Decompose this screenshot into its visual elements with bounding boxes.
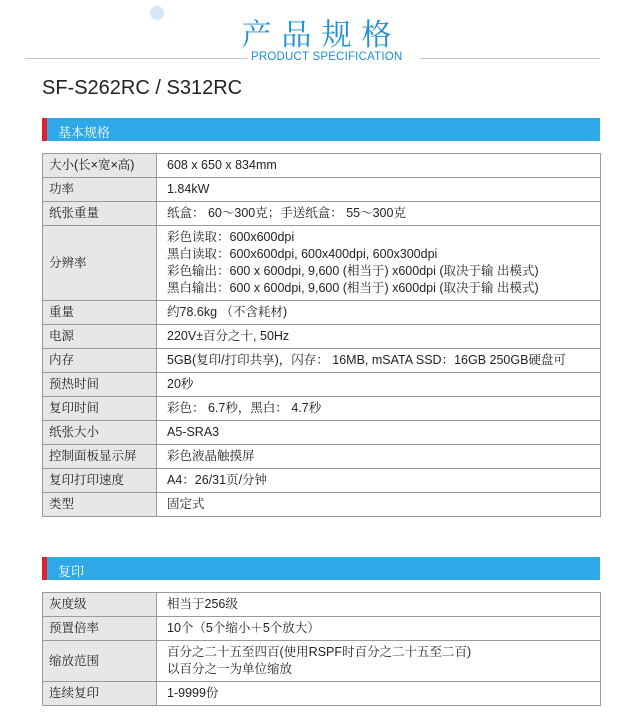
spec-row [43,445,601,469]
model-name: SF-S262RC / S312RC [42,77,243,99]
spec-row [43,373,601,397]
spec-value [157,301,601,325]
subtitle-divider-right [420,58,600,59]
spec-row [43,349,601,373]
spec-row [43,154,601,178]
spec-value-line: 彩色输出：600 x 600dpi, 9,600 (相当于) x600dpi (取决于输 出模式) [167,264,539,278]
subtitle-row [25,49,600,69]
page-subtitle: PRODUCT SPECIFICATION [251,51,403,63]
spec-value-line: 1-9999份 [167,686,219,700]
spec-value-line: 608 x 650 x 834mm [167,158,277,172]
spec-value-line: 相当于256级 [167,597,238,611]
spec-row [43,397,601,421]
spec-value [157,617,601,641]
spec-value-line: 5GB(复印/打印共享)，闪存： 16MB, mSATA SSD：16GB 250GB硬盘可 [167,353,566,367]
spec-value-line: 固定式 [167,497,205,511]
spec-value-line: 10个（5个缩小＋5个放大） [167,621,320,635]
spec-value [157,641,601,682]
watermark-icon [150,6,167,20]
spec-value [157,445,601,469]
section-title-basic: 基本规格 [58,125,111,140]
spec-value-line: A4：26/31页/分钟 [167,473,268,487]
spec-value [157,682,601,706]
page-title: 产品规格 [241,18,402,53]
spec-value [157,349,601,373]
spec-key: 预置倍率 [43,617,157,641]
spec-value [157,469,601,493]
spec-key: 大小(长×宽×高) [43,154,157,178]
spec-row [43,493,601,517]
spec-value-line: 彩色读取：600x600dpi [167,230,295,244]
spec-key: 复印时间 [43,397,157,421]
spec-value [157,493,601,517]
spec-key: 预热时间 [43,373,157,397]
spec-value [157,202,601,226]
section-accent-bar [42,557,47,580]
spec-value-line: 220V±百分之十, 50Hz [167,329,290,343]
spec-table-copy [42,592,601,706]
spec-value [157,593,601,617]
spec-value-line: 纸盒： 60～300克；手送纸盒： 55～300克 [167,206,406,220]
spec-value [157,421,601,445]
spec-row [43,641,601,682]
spec-key: 灰度级 [43,593,157,617]
spec-key: 类型 [43,493,157,517]
spec-key: 连续复印 [43,682,157,706]
spec-value [157,154,601,178]
spec-value-line: 1.84kW [167,182,210,196]
spec-value-line: 百分之二十五至四百(使用RSPF时百分之二十五至二百) [167,645,472,659]
section-accent-bar [42,118,47,141]
spec-row [43,301,601,325]
spec-key: 重量 [43,301,157,325]
spec-value [157,226,601,301]
spec-key: 复印打印速度 [43,469,157,493]
spec-value-line: 20秒 [167,377,194,391]
spec-key: 电源 [43,325,157,349]
subtitle-divider-left [25,58,247,59]
spec-value-line: 黑白输出：600 x 600dpi, 9,600 (相当于) x600dpi (取决于输 出模式) [167,281,539,295]
spec-value-line: A5-SRA3 [167,425,220,439]
spec-row [43,226,601,301]
spec-key: 缩放范围 [43,641,157,682]
spec-row [43,682,601,706]
spec-value-line: 黑白读取：600x600dpi, 600x400dpi, 600x300dpi [167,247,438,261]
spec-value-line: 以百分之一为单位缩放 [167,662,293,676]
section-header-basic [42,118,600,141]
spec-row [43,202,601,226]
spec-value [157,373,601,397]
section-header-copy [42,557,600,580]
spec-value [157,397,601,421]
spec-table-basic [42,153,601,517]
spec-row [43,325,601,349]
spec-value-line: 约78.6kg （不含耗材) [167,305,288,319]
section-title-copy: 复印 [58,564,85,579]
spec-row [43,421,601,445]
spec-value [157,325,601,349]
spec-key: 纸张重量 [43,202,157,226]
spec-key: 内存 [43,349,157,373]
spec-row [43,593,601,617]
spec-key: 功率 [43,178,157,202]
spec-value [157,178,601,202]
spec-key: 分辨率 [43,226,157,301]
spec-row [43,617,601,641]
spec-value-line: 彩色液晶触摸屏 [167,449,255,463]
spec-key: 控制面板显示屏 [43,445,157,469]
page-header [0,0,643,70]
spec-row [43,469,601,493]
spec-row [43,178,601,202]
spec-key: 纸张大小 [43,421,157,445]
spec-value-line: 彩色： 6.7秒，黑白： 4.7秒 [167,401,322,415]
